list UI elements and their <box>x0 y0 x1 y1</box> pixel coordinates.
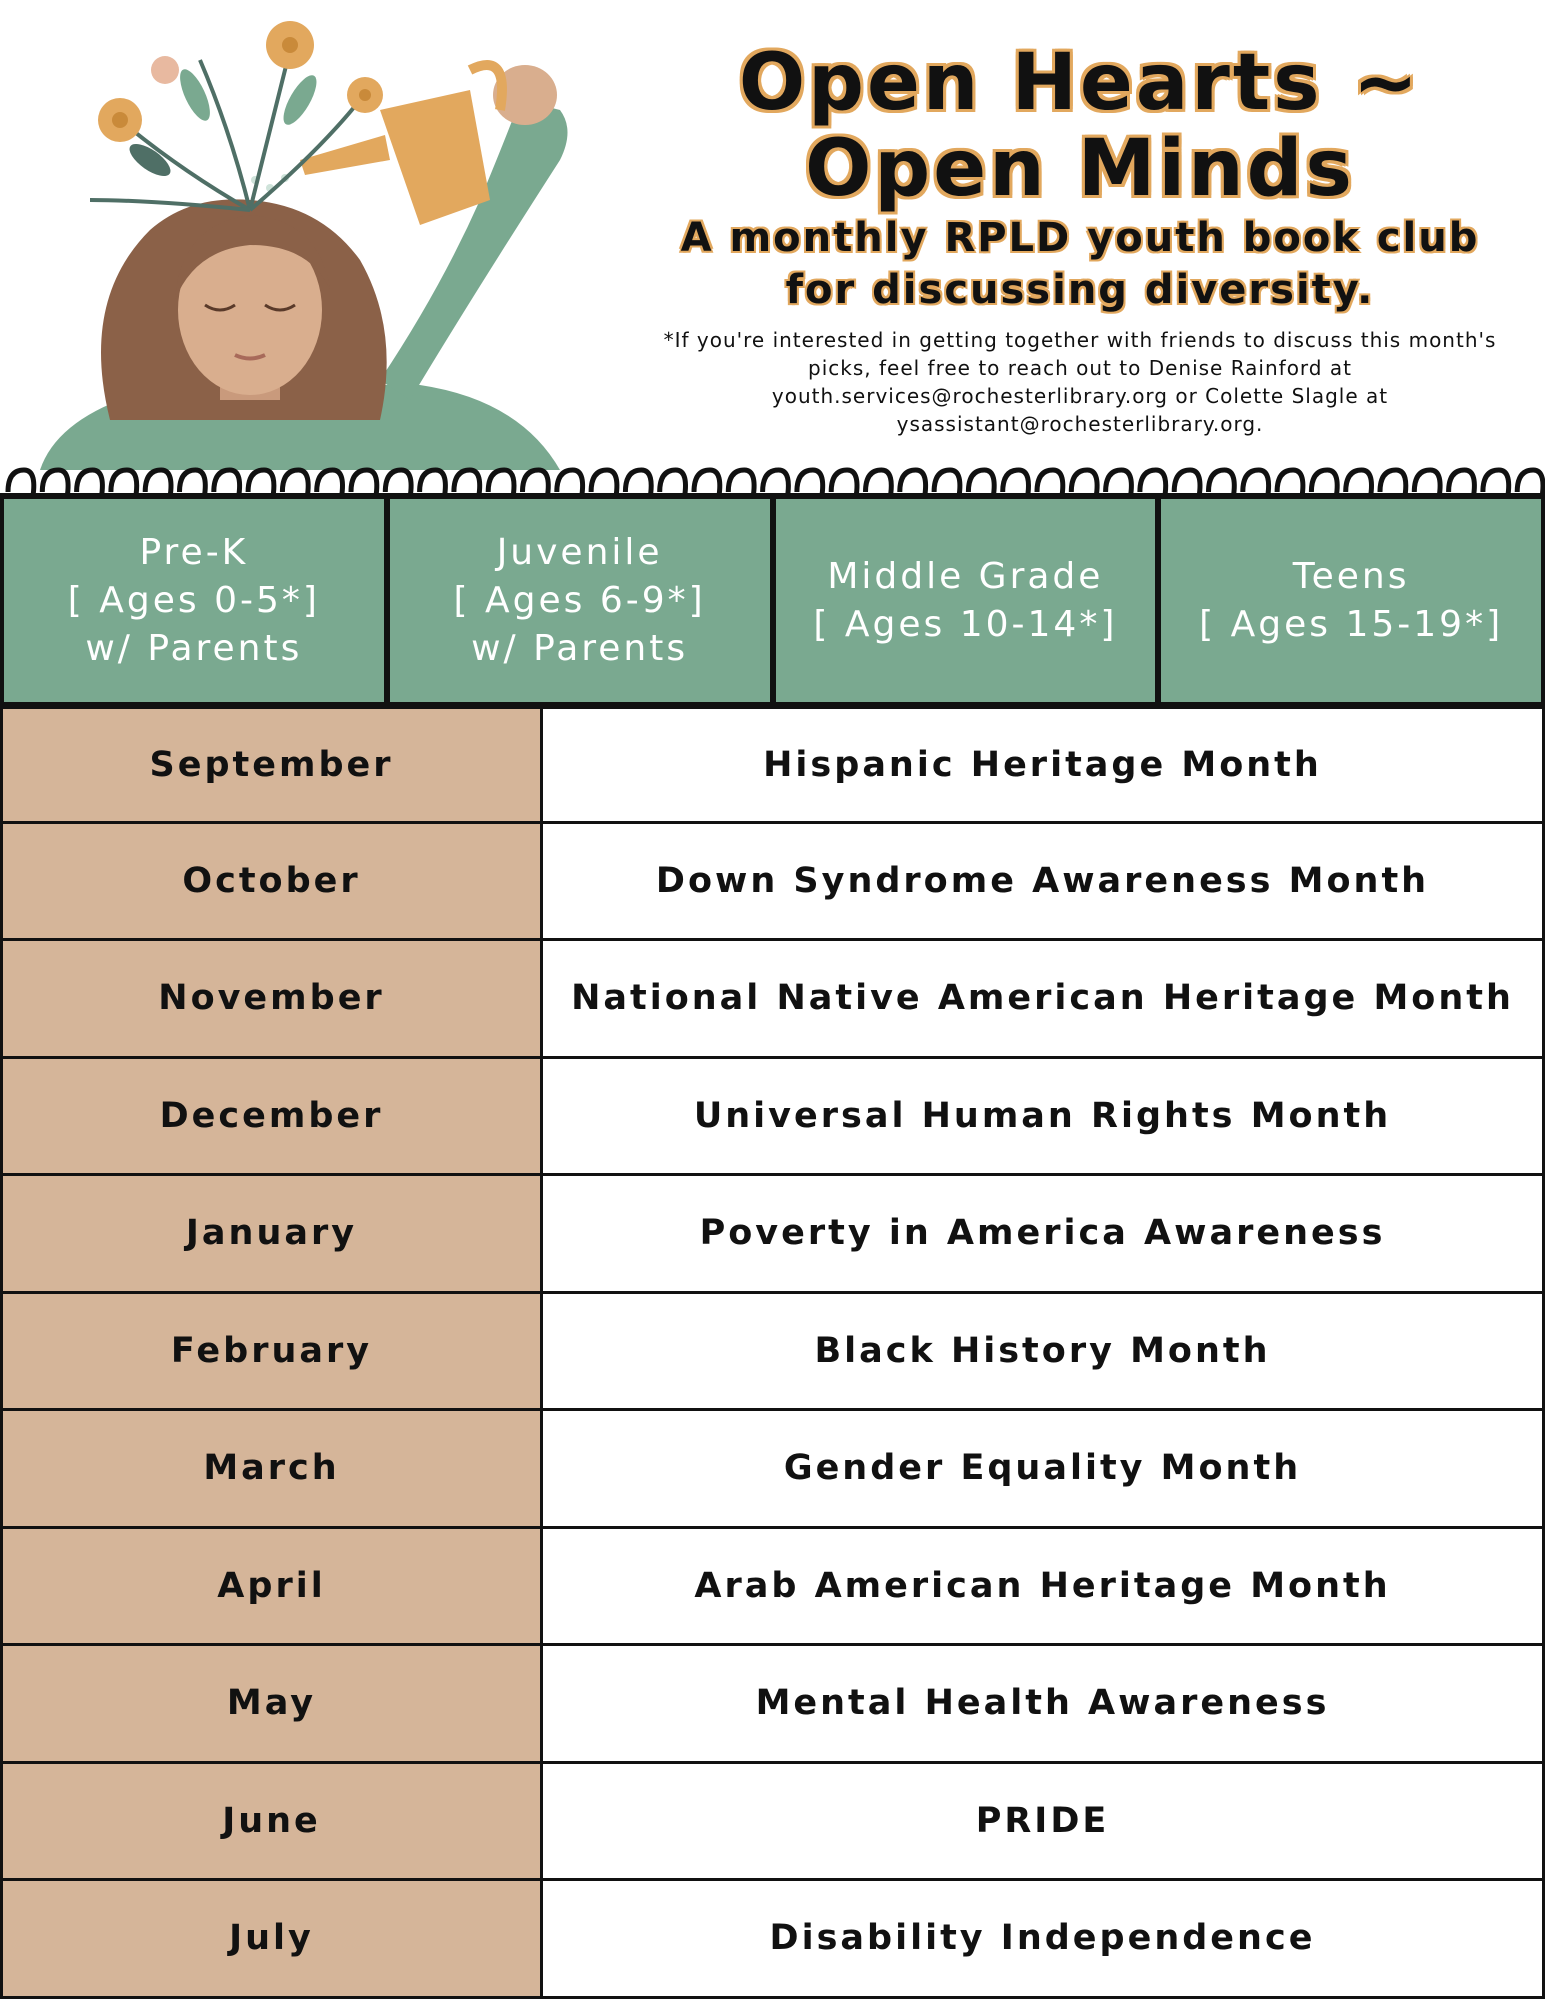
month-cell: May <box>0 1646 543 1764</box>
note-text-1: *If you're interested in getting together with friends to discuss this month's picks, feel free to reach out to Denise Rainford at <box>663 328 1497 380</box>
title-block <box>640 40 1520 438</box>
subtitle-line-1: A monthly RPLD youth book club <box>680 215 1480 261</box>
age-group-name: Juvenile <box>496 531 663 573</box>
age-group-note: w/ Parents <box>471 627 689 669</box>
theme-cell: Poverty in America Awareness <box>543 1176 1545 1294</box>
table-row <box>0 1411 1545 1529</box>
theme-cell: Down Syndrome Awareness Month <box>543 824 1545 942</box>
age-group-range: [ Ages 10-14*] <box>813 603 1118 645</box>
theme-cell: Black History Month <box>543 1294 1545 1412</box>
month-cell: July <box>0 1881 543 1999</box>
woman-watering-flowers-illustration <box>0 0 620 500</box>
theme-cell: Hispanic Heritage Month <box>543 706 1545 824</box>
theme-cell: Disability Independence <box>543 1881 1545 1999</box>
table-row <box>0 1294 1545 1412</box>
theme-cell: Arab American Heritage Month <box>543 1529 1545 1647</box>
age-group-range: [ Ages 6-9*] <box>453 579 706 621</box>
email-link-youth-services[interactable]: youth.services@rochesterlibrary.org <box>771 384 1168 408</box>
email-link-ys-assistant[interactable]: ysassistant@rochesterlibrary.org <box>896 412 1257 436</box>
month-cell: March <box>0 1411 543 1529</box>
month-cell: January <box>0 1176 543 1294</box>
month-cell: June <box>0 1764 543 1882</box>
table-row <box>0 941 1545 1059</box>
note-end: . <box>1256 412 1264 436</box>
table-row <box>0 1059 1545 1177</box>
subtitle-line-2: for discussing diversity. <box>785 267 1375 313</box>
age-group-teens <box>1159 493 1545 706</box>
age-group-note: w/ Parents <box>85 627 303 669</box>
age-group-middle-grade <box>774 493 1160 706</box>
table-row <box>0 1881 1545 1999</box>
age-group-name: Middle Grade <box>827 555 1104 597</box>
age-group-pre-k <box>0 493 388 706</box>
table-row <box>0 1646 1545 1764</box>
table-row <box>0 706 1545 824</box>
contact-note <box>650 326 1510 438</box>
title-line-2: Open Minds <box>805 124 1355 214</box>
note-text-2: or Colette Slagle at <box>1175 384 1389 408</box>
month-cell: September <box>0 706 543 824</box>
theme-cell: Universal Human Rights Month <box>543 1059 1545 1177</box>
table-row <box>0 1529 1545 1647</box>
age-group-range: [ Ages 0-5*] <box>67 579 320 621</box>
month-cell: October <box>0 824 543 942</box>
age-group-juvenile <box>388 493 774 706</box>
table-row <box>0 824 1545 942</box>
month-cell: December <box>0 1059 543 1177</box>
theme-cell: National Native American Heritage Month <box>543 941 1545 1059</box>
table-row <box>0 1176 1545 1294</box>
theme-cell: Gender Equality Month <box>543 1411 1545 1529</box>
table-row <box>0 1764 1545 1882</box>
month-cell: April <box>0 1529 543 1647</box>
title-line-1: Open Hearts ~ <box>738 38 1422 128</box>
age-group-range: [ Ages 15-19*] <box>1199 603 1504 645</box>
age-group-name: Teens <box>1292 555 1410 597</box>
age-group-header-row <box>0 493 1545 706</box>
month-cell: November <box>0 941 543 1059</box>
age-group-name: Pre-K <box>139 531 249 573</box>
theme-cell: Mental Health Awareness <box>543 1646 1545 1764</box>
month-cell: February <box>0 1294 543 1412</box>
header <box>0 0 1545 470</box>
theme-cell: PRIDE <box>543 1764 1545 1882</box>
monthly-schedule-table <box>0 706 1545 1999</box>
